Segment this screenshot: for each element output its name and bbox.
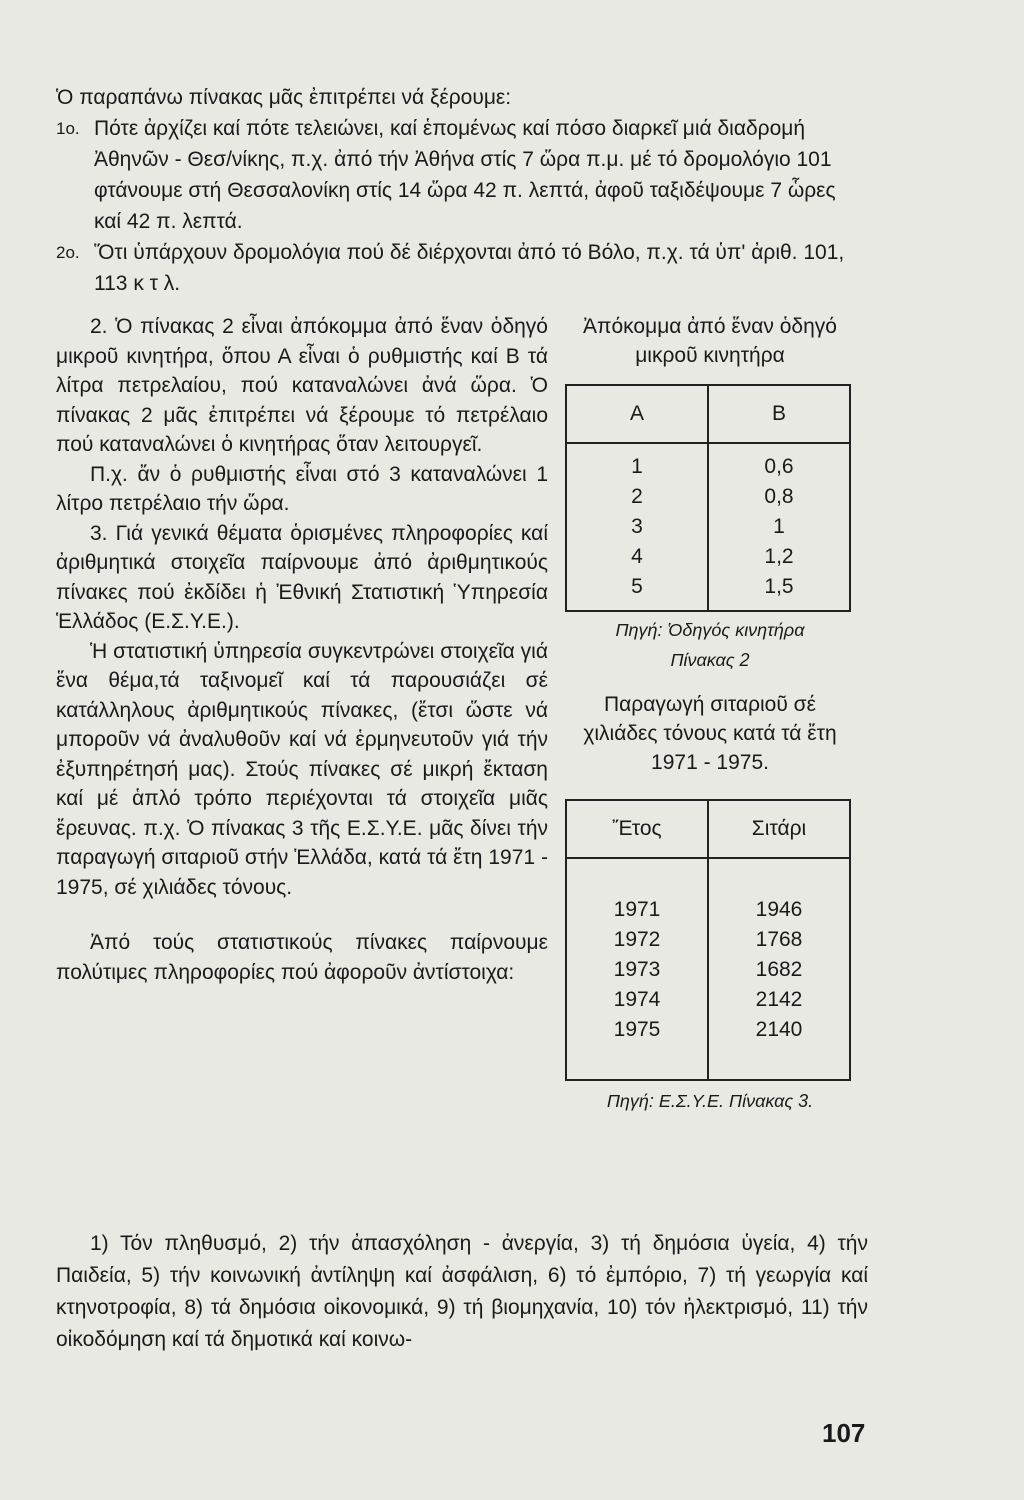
- table-cell: 2140: [755, 1018, 803, 1041]
- table3-source: Πηγή: Ε.Σ.Υ.Ε. Πίνακας 3.: [606, 1091, 814, 1111]
- table-row: [566, 985, 850, 1015]
- left-column: [56, 312, 548, 987]
- item-number: 1ο.: [56, 119, 80, 138]
- table-header: A: [566, 385, 708, 443]
- table-cell: 1: [773, 515, 785, 538]
- table-2: [565, 384, 851, 612]
- table-cell: 1,2: [764, 545, 794, 568]
- table-cell: 1973: [566, 955, 708, 985]
- item-text: Ὅτι ὑπάρχουν δρομολόγια πού δέ διέρχονται ἀπό τό Βόλο, π.χ. τά ὑπ' ἀριθ. 101, 113 κ τ λ.: [94, 241, 845, 295]
- table-row: [566, 482, 850, 512]
- table-header: B: [708, 385, 850, 443]
- table-row: [566, 443, 850, 482]
- table-3: [565, 799, 851, 1081]
- table-cell: 1974: [566, 985, 708, 1015]
- table2-caption: Ἀπόκομμα ἀπό ἕναν ὁδηγό μικροῦ κινητήρα: [583, 315, 837, 367]
- table-cell: 0,6: [764, 455, 794, 478]
- table3-caption: Παραγωγή σιταριοῦ σέ χιλιάδες τόνους κατά τά ἔτη 1971 - 1975.: [583, 693, 837, 774]
- table-cell: 1946: [755, 898, 803, 921]
- intro-item-2: [56, 237, 866, 299]
- table-cell: 1975: [566, 1015, 708, 1080]
- table-cell: 1768: [755, 928, 803, 951]
- table-cell: 5: [566, 572, 708, 611]
- item-text: Πότε ἀρχίζει καί πότε τελειώνει, καί ἑπομένως καί πόσο διαρκεῖ μιά διαδρομή Ἀθηνῶν - Θεσ/νίκης, π.χ. ἀπό τήν Ἀθήνα στίς 7 ὥρα π.μ. μέ τό δρομολόγιο 101 φτάνουμε στή Θεσσαλονίκη στίς 14 ὥρα 42 π. λεπτά, ἀφοῦ ταξιδέψουμε 7 ὧρες καί 42 π. λεπτά.: [94, 117, 836, 233]
- topics-list: [56, 1228, 868, 1356]
- item-number: 2ο.: [56, 243, 80, 262]
- paragraph-information: Ἀπό τούς στατιστικούς πίνακες παίρνουμε πολύτιμες πληροφορίες πού ἀφοροῦν ἀντίστοιχα:: [56, 931, 548, 984]
- table-row: [566, 955, 850, 985]
- intro-lead: Ὁ παραπάνω πίνακας μᾶς ἐπιτρέπει νά ξέρουμε:: [56, 86, 512, 109]
- table-cell: 1971: [566, 858, 708, 925]
- intro-item-1: [56, 113, 866, 237]
- right-column: [565, 312, 855, 1113]
- paragraph-statistics-intro: 3. Γιά γενικά θέματα ὁρισμένες πληροφορίες καί ἀριθμητικά στοιχεῖα παίρνουμε ἀπό ἀριθμητικούς πίνακες πού ἐκδίδει ἡ Ἐθνική Στατιστική Ὑπηρεσία Ἑλλάδος (Ε.Σ.Υ.Ε.).: [56, 521, 548, 633]
- table-cell: 4: [566, 542, 708, 572]
- paragraph-statistics-service: Ἡ στατιστική ὑπηρεσία συγκεντρώνει στοιχεῖα γιά ἕνα θέμα,τά ταξινομεῖ καί τά παρουσιάζει σέ κατάλληλους ἀριθμητικούς πίνακες, (ἔτσι ὥστε νά μποροῦν νά ἀναλυθοῦν καί νά ἑρμηνευτοῦν γιά τήν ἐξυπηρέτησή μας). Στούς πίνακες σέ μικρή ἔκταση καί μέ ἁπλό τρόπο περιέχονται τά στοιχεῖα μιᾶς ἔρευνας. π.χ. Ὁ πίνακας 3 τῆς Ε.Σ.Υ.Ε. μᾶς δίνει τήν παραγωγή σιταριοῦ στήν Ἑλλάδα, κατά τά ἔτη 1971 - 1975, σέ χιλιάδες τόνους.: [56, 639, 548, 899]
- table-header: Ἔτος: [566, 800, 708, 858]
- table-cell: 1,5: [764, 575, 794, 598]
- paragraph-table2-description: 2. Ὁ πίνακας 2 εἶναι ἀπόκομμα ἀπό ἕναν ὁδηγό μικροῦ κινητήρα, ὅπου Α εἶναι ὁ ρυθμιστής καί Β τά λίτρα πετρελαίου, πού καταναλώνει ἀνά ὥρα. Ὁ πίνακας 2 μᾶς ἐπιτρέπει νά ξέρουμε τό πετρέλαιο πού καταναλώνει ὁ κινητήρας ὅταν λειτουργεῖ.: [56, 315, 548, 456]
- table-row: [566, 542, 850, 572]
- table-row: [566, 925, 850, 955]
- table-row: [566, 512, 850, 542]
- table-cell: 1972: [566, 925, 708, 955]
- topics-text: 1) Τόν πληθυσμό, 2) τήν ἀπασχόληση - ἀνεργία, 3) τή δημόσια ὑγεία, 4) τήν Παιδεία, 5) τήν κοινωνική ἀντίληψη καί ἀσφάλιση, 6) τό ἐμπόριο, 7) τή γεωργία καί κτηνοτροφία, 8) τά δημόσια οἰκονομικά, 9) τή βιομηχανία, 10) τόν ἠλεκτρισμό, 11) τήν οἰκοδόμηση καί τά δημοτικά καί κοινω-: [56, 1232, 868, 1351]
- table-cell: 3: [566, 512, 708, 542]
- table-row: [566, 572, 850, 611]
- table-cell: 0,8: [764, 485, 794, 508]
- table-row: [566, 858, 850, 925]
- table-cell: 1: [566, 443, 708, 482]
- table-cell: 1682: [755, 958, 803, 981]
- page-number: 107: [822, 1418, 866, 1448]
- table-cell: 2142: [755, 988, 803, 1011]
- table-cell: 2: [566, 482, 708, 512]
- paragraph-example: Π.χ. ἄν ὁ ρυθμιστής εἶναι στό 3 καταναλώνει 1 λίτρο πετρέλαιο τήν ὥρα.: [56, 462, 548, 515]
- table2-label: Πίνακας 2: [670, 650, 750, 670]
- table-row: [566, 1015, 850, 1080]
- table2-source: Πηγή: Ὁδηγός κινητήρα: [615, 620, 805, 640]
- intro-section: [56, 82, 866, 299]
- table-header: Σιτάρι: [708, 800, 850, 858]
